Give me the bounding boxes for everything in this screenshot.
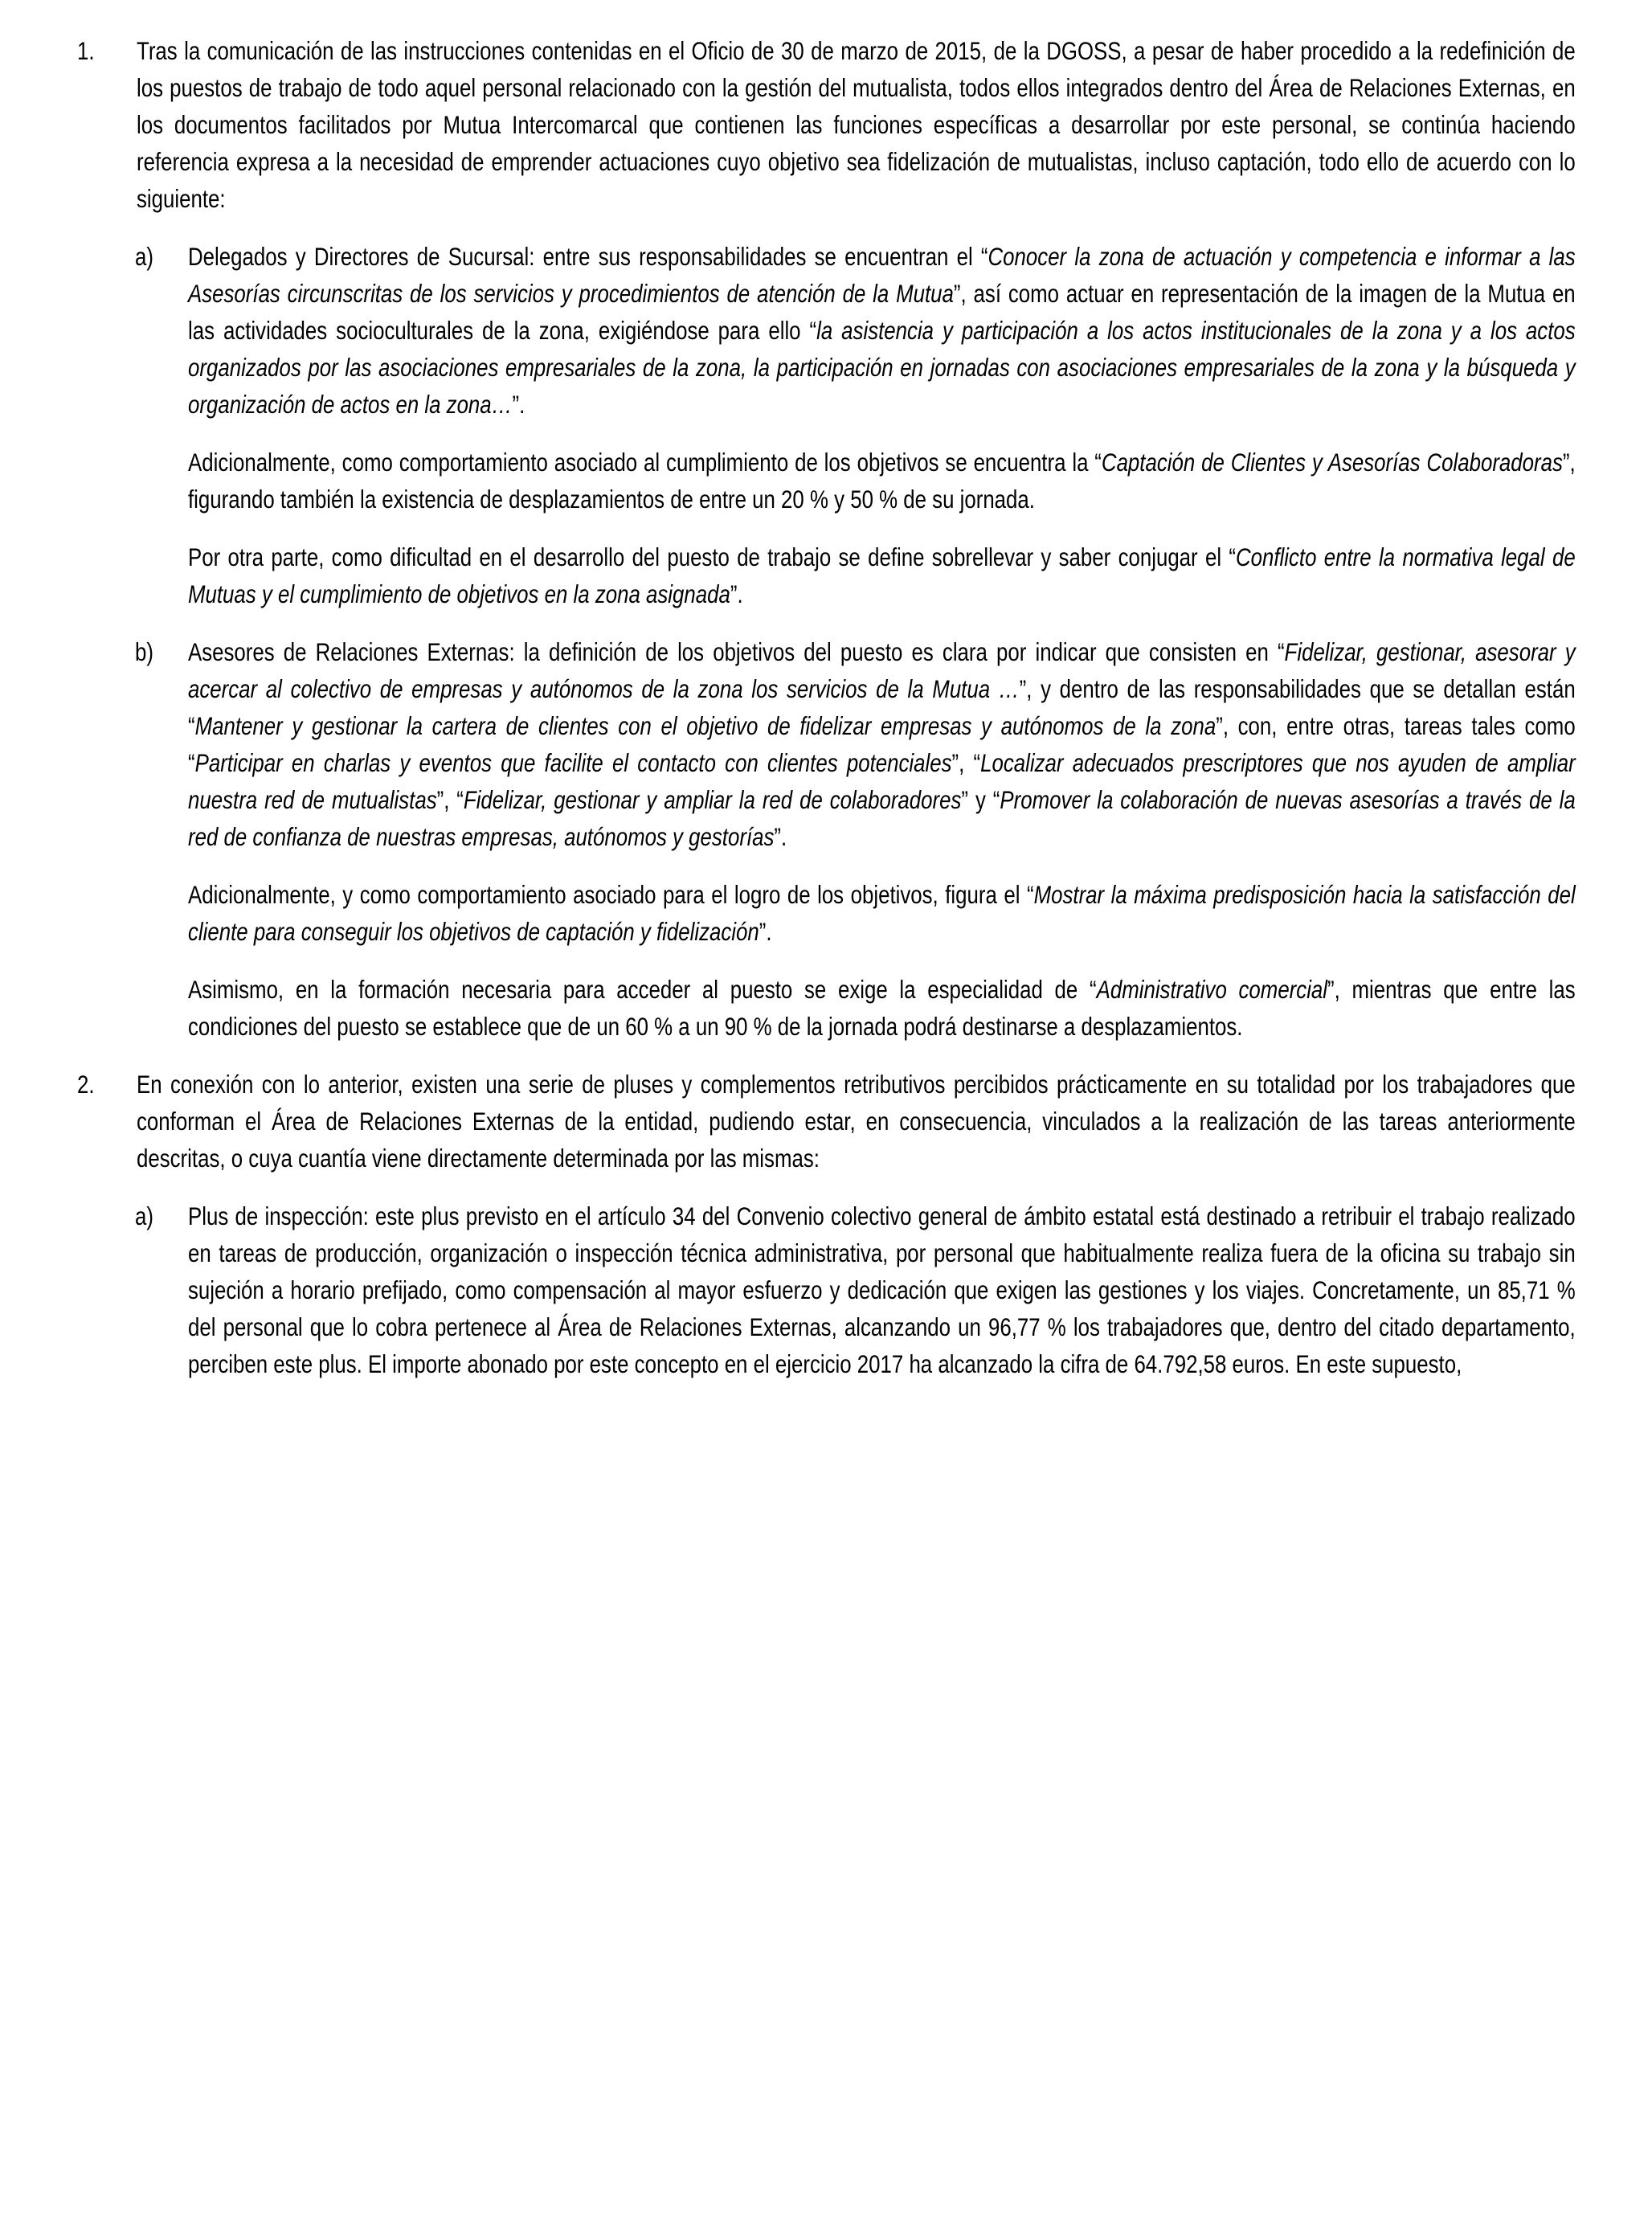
quoted-italic-run: Fidelizar, gestionar, asesorar y acercar al colectivo de empresas y autónomos de la zona los servicios de la Mutua … — [188, 637, 1576, 703]
quoted-italic-run: Localizar adecuados prescriptores que nos ayuden de ampliar nuestra red de mutualistas — [188, 748, 1576, 814]
text-run: ”, “ — [436, 785, 464, 814]
list-marker-1a: a) — [135, 242, 153, 271]
quoted-italic-run: Conflicto entre la normativa legal de Mutuas y el cumplimiento de objetivos en la zona asignada — [188, 542, 1576, 608]
text-run: ”. — [759, 917, 772, 946]
text-run: Asesores de Relaciones Externas: la definición de los objetivos del puesto es clara por indicar que consisten en “ — [188, 637, 1285, 666]
paragraph-1a-2-wrap — [188, 444, 1575, 518]
sub-items-1 — [135, 238, 1575, 1045]
paragraph-1b-1 — [188, 633, 1576, 855]
text-run: ”, “ — [951, 748, 981, 777]
quoted-italic-run: Captación de Clientes y Asesorías Colaboradoras — [1101, 448, 1563, 477]
list-marker-2a: a) — [135, 1201, 153, 1230]
paragraph-2a-1 — [188, 1197, 1576, 1382]
paragraph-1a-1 — [188, 238, 1576, 423]
text-run: Por otra parte, como dificultad en el desarrollo del puesto de trabajo se define sobrellevar y saber conjugar el “ — [188, 542, 1236, 571]
quoted-italic-run: la asistencia y participación a los actos institucionales de la zona y a los actos organizados por las asociaciones empresariales de la zona, la participación en jornadas con asociaciones empresariales de la zona y la búsqueda y organización de actos en la zona… — [188, 316, 1576, 419]
text-run: ”. — [774, 822, 787, 851]
list-marker-1: 1. — [77, 36, 95, 65]
text-run: Delegados y Directores de Sucursal: entre sus responsabilidades se encuentran el “ — [188, 242, 988, 271]
text-run: Adicionalmente, y como comportamiento asociado para el logro de los objetivos, figura el “ — [188, 880, 1034, 909]
quoted-italic-run: Promover la colaboración de nuevas asesorías a través de la red de confianza de nuestras empresas, autónomos y gestorías — [188, 785, 1576, 851]
text-run: ”, con, entre otras, tareas tales como “ — [188, 711, 1576, 777]
text-run: Asimismo, en la formación necesaria para acceder al puesto se exige la especialidad de “ — [188, 975, 1097, 1004]
lettered-item-1b-body — [188, 633, 1575, 855]
text-run: ”, así como actuar en representación de la imagen de la Mutua en las actividades socioculturales de la zona, exigiéndose para ello “ — [188, 279, 1576, 345]
paragraph-1a-3-wrap — [188, 538, 1575, 612]
lettered-item-1a — [135, 238, 1575, 423]
text-run: ”, y dentro de las responsabilidades que se detallan están “ — [188, 674, 1576, 740]
paragraph-1a-2 — [188, 444, 1576, 518]
lettered-item-1b — [135, 633, 1575, 855]
quoted-italic-run: Administrativo comercial — [1096, 975, 1328, 1004]
lettered-item-2a-body — [188, 1197, 1575, 1382]
quoted-italic-run: Participar en charlas y eventos que facilite el contacto con clientes potenciales — [194, 748, 952, 777]
paragraph-2-intro: En conexión con lo anterior, existen una serie de pluses y complementos retributivos percibidos prácticamente en su totalidad por los trabajadores que conforman el Área de Relaciones Externas de la entidad, pudiendo estar, en consecuencia, vinculados a la realización de las tareas anteriormente descritas, o cuya cuantía viene directamente determinada por las mismas: — [137, 1070, 1576, 1173]
text-run: Adicionalmente, como comportamiento asociado al cumplimiento de los objetivos se encuentra la “ — [188, 448, 1102, 477]
text-run: ”, mientras que entre las condiciones del puesto se establece que de un 60 % a un 90 % de la jornada podrá destinarse a desplazamientos. — [188, 975, 1576, 1041]
paragraph-1b-3-wrap — [188, 971, 1575, 1045]
paragraph-1b-3 — [188, 971, 1576, 1045]
text-run: ”, figurando también la existencia de desplazamientos de entre un 20 % y 50 % de su jornada. — [188, 448, 1576, 514]
quoted-italic-run: Conocer la zona de actuación y competencia e informar a las Asesorías circunscritas de los servicios y procedimientos de atención de la Mutua — [188, 242, 1576, 308]
paragraph-1b-2 — [188, 876, 1576, 950]
numbered-item-2 — [77, 1066, 1575, 1177]
lettered-item-2a — [135, 1197, 1575, 1382]
text-run: ”. — [512, 390, 525, 419]
quoted-italic-run: Mantener y gestionar la cartera de clientes con el objetivo de fidelizar empresas y autónomos de la zona — [194, 711, 1217, 740]
paragraph-1b-2-wrap — [188, 876, 1575, 950]
text-run: ”. — [730, 579, 743, 608]
sub-items-2 — [135, 1197, 1575, 1382]
paragraph-1a-3 — [188, 538, 1576, 612]
numbered-item-2-body — [137, 1066, 1575, 1177]
text-run: Plus de inspección: este plus previsto en el artículo 34 del Convenio colectivo general de ámbito estatal está destinado a retribuir el trabajo realizado en tareas de producción, organización o inspección técnica administrativa, por personal que habitualmente realiza fuera de la oficina su trabajo sin sujeción a horario prefijado, como compensación al mayor esfuerzo y dedicación que exigen las gestiones y los viajes. Concretamente, un 85,71 % del personal que lo cobra pertenece al Área de Relaciones Externas, alcanzando un 96,77 % los trabajadores que, dentro del citado departamento, perciben este plus. El importe abonado por este concepto en el ejercicio 2017 ha alcanzado la cifra de 64.792,58 euros. En este supuesto, — [188, 1201, 1576, 1378]
quoted-italic-run: Mostrar la máxima predisposición hacia la satisfacción del cliente para conseguir los objetivos de captación y fidelización — [188, 880, 1576, 946]
quoted-italic-run: Fidelizar, gestionar y ampliar la red de colaboradores — [463, 785, 962, 814]
text-run: ” y “ — [961, 785, 1000, 814]
paragraph-1-intro: Tras la comunicación de las instrucciones contenidas en el Oficio de 30 de marzo de 2015, de la DGOSS, a pesar de haber procedido a la redefinición de los puestos de trabajo de todo aquel personal relacionado con la gestión del mutualista, todos ellos integrados dentro del Área de Relaciones Externas, en los documentos facilitados por Mutua Intercomarcal que contienen las funciones específicas a desarrollar por este personal, se continúa haciendo referencia expresa a la necesidad de emprender actuaciones cuyo objetivo sea fidelización de mutualistas, incluso captación, todo ello de acuerdo con lo siguiente: — [137, 36, 1576, 213]
lettered-item-1a-body — [188, 238, 1575, 423]
numbered-item-1 — [77, 32, 1575, 217]
numbered-item-1-body — [137, 32, 1575, 217]
list-marker-2: 2. — [77, 1070, 95, 1099]
list-marker-1b: b) — [135, 637, 153, 666]
